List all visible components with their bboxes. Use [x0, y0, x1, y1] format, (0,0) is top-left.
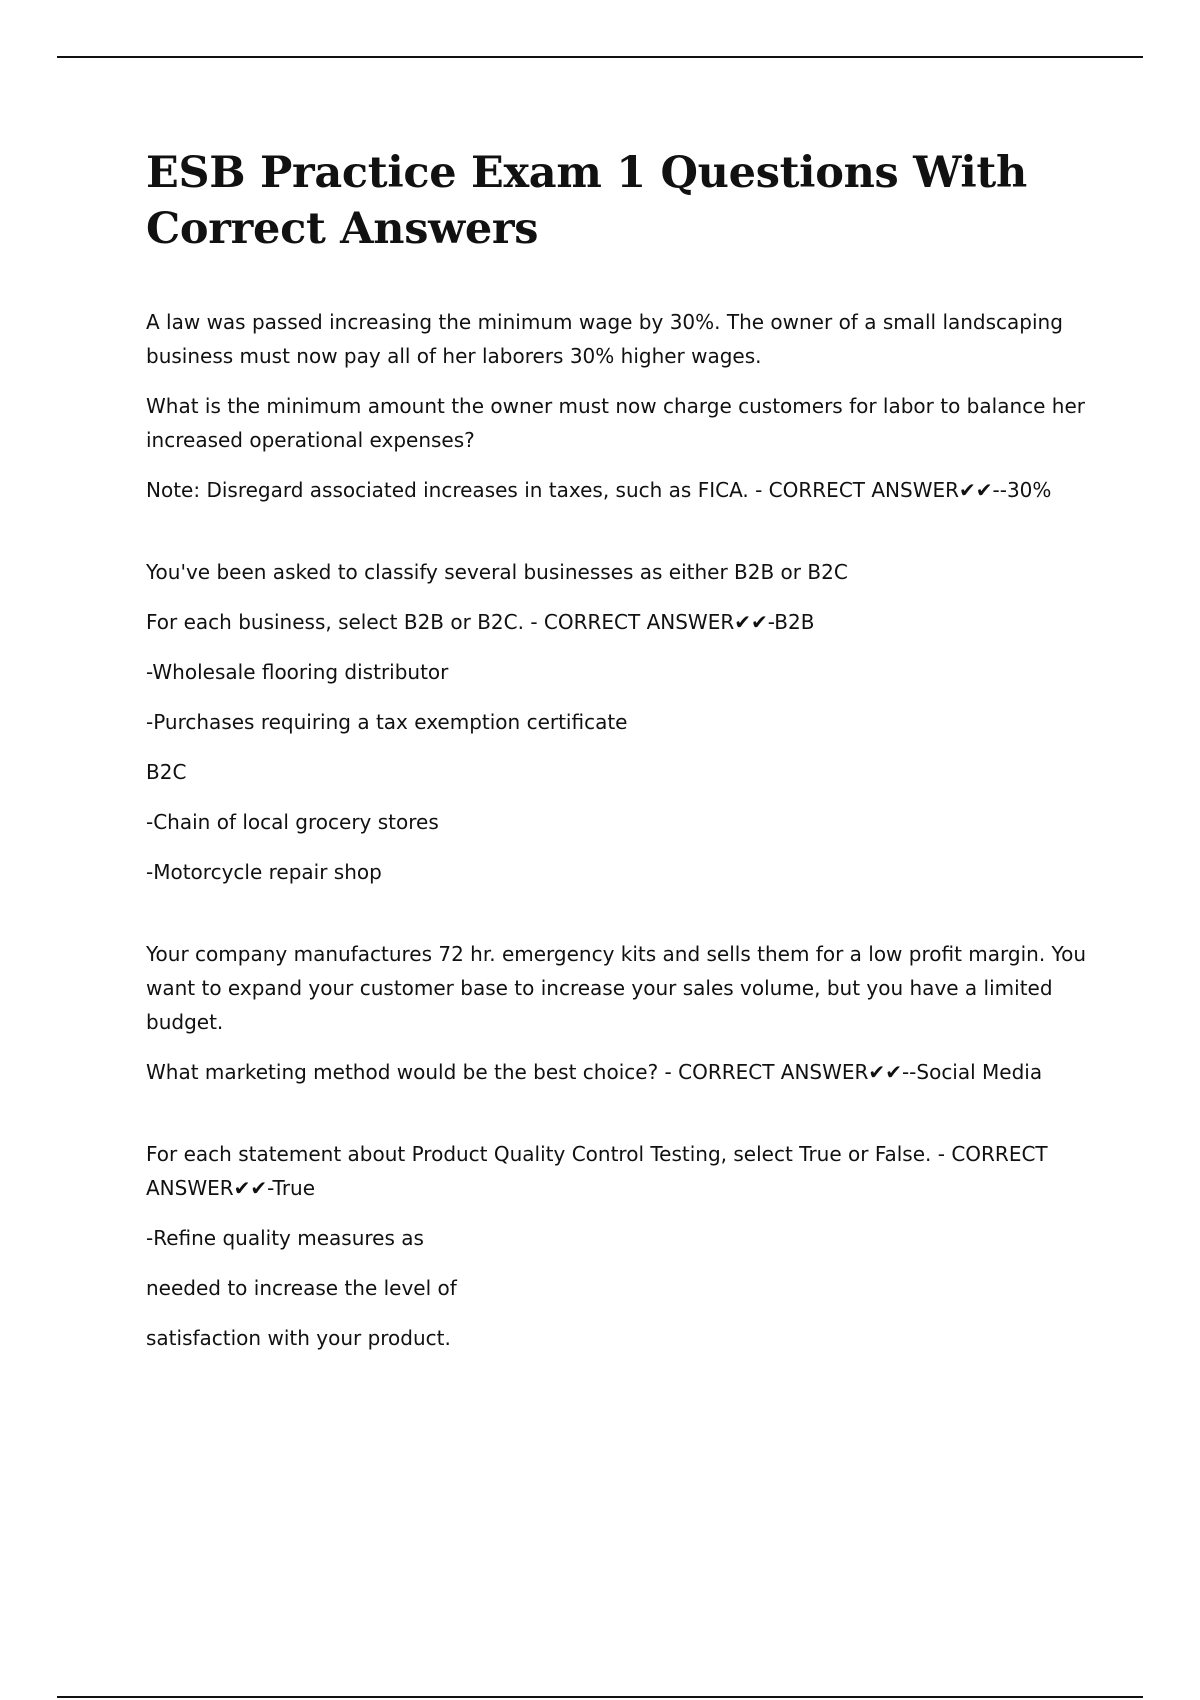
top-divider	[57, 56, 1143, 58]
question-1-paragraph-2: What is the minimum amount the owner must now charge customers for labor to balance her increased operational expenses?	[146, 394, 1098, 452]
question-2-category-b2c: B2C	[146, 760, 187, 784]
question-4-item-line-3: satisfaction with your product.	[146, 1326, 451, 1350]
question-2-paragraph-1: You've been asked to classify several businesses as either B2B or B2C	[146, 560, 848, 584]
question-2-answer: For each business, select B2B or B2C. - CORRECT ANSWER✔✔-B2B	[146, 610, 815, 634]
question-1-answer: Note: Disregard associated increases in taxes, such as FICA. - CORRECT ANSWER✔✔--30%	[146, 478, 1052, 502]
question-block-1	[146, 305, 1096, 507]
document-body	[146, 145, 1096, 1403]
question-3-paragraph-1: Your company manufactures 72 hr. emergency kits and sells them for a low profit margin. You want to expand your customer base to increase your sales volume, but you have a limited budget.	[146, 942, 1093, 1034]
question-3-answer: What marketing method would be the best choice? - CORRECT ANSWER✔✔--Social Media	[146, 1060, 1043, 1084]
bottom-divider	[57, 1696, 1143, 1698]
question-block-2	[146, 555, 1096, 889]
question-2-item-2: -Purchases requiring a tax exemption certificate	[146, 710, 628, 734]
question-2-item-3: -Chain of local grocery stores	[146, 810, 439, 834]
question-4-item-line-1: -Refine quality measures as	[146, 1226, 424, 1250]
question-4-answer: For each statement about Product Quality Control Testing, select True or False. - CORRECT ANSWER✔✔-True	[146, 1142, 1054, 1200]
question-block-3	[146, 937, 1096, 1089]
question-1-paragraph-1: A law was passed increasing the minimum wage by 30%. The owner of a small landscaping business must now pay all of her laborers 30% higher wages.	[146, 310, 1070, 368]
question-2-item-4: -Motorcycle repair shop	[146, 860, 382, 884]
question-2-item-1: -Wholesale flooring distributor	[146, 660, 449, 684]
document-title: ESB Practice Exam 1 Questions With Correct Answers	[146, 148, 1027, 254]
question-4-item-line-2: needed to increase the level of	[146, 1276, 457, 1300]
question-block-4	[146, 1137, 1096, 1355]
